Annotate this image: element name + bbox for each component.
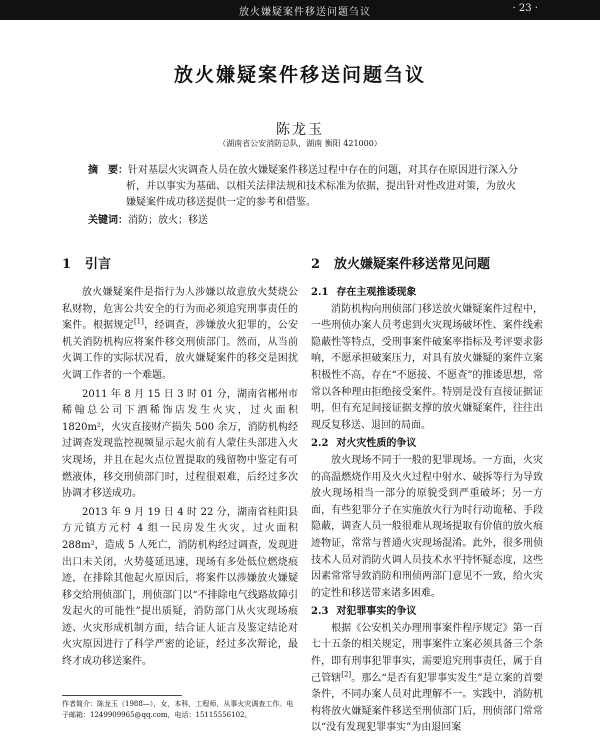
subsection-title: 对火灾性质的争议 (336, 438, 417, 450)
left-column (62, 257, 298, 673)
keywords-content: 消防；放火；移送 (128, 215, 208, 226)
subsection-title: 对犯罪事实的争议 (336, 606, 417, 618)
subsection-number: 2.2 (311, 438, 329, 450)
paragraph-text: ，经调查，涉嫌放火犯罪的，公安机关消防机构应将案件移交刑侦部门。然而，从当前火调工作的实际状况看，放火嫌疑案件的移交是困扰火调工作者的一个难题。 (62, 320, 299, 381)
page-number: · 23 · (512, 3, 538, 14)
section-1-number: 1 (62, 257, 72, 272)
article-title: 放火嫌疑案件移送问题刍议 (173, 64, 426, 86)
paragraph-text: 。那么“是否有犯罪事实发生”是立案的首要条件，不同办案人员对此理解不一。实践中，消防机构将放火嫌疑案件移送至刑侦部门后，刑侦部门常常以“没有发现犯罪事实”为由退回案 (311, 672, 543, 734)
section-1-title: 引言 (85, 257, 112, 272)
abstract-text (88, 163, 518, 211)
footnote-rule (62, 695, 182, 696)
running-header-title: 放火嫌疑案件移送问题刍议 (239, 7, 371, 18)
right-column (311, 257, 543, 739)
abstract-label: 摘 要： (88, 165, 128, 176)
section-1-paragraph-1 (62, 285, 298, 385)
subsection-number: 2.1 (311, 287, 329, 298)
subsection-title: 存在主观推诿现象 (336, 287, 417, 298)
section-1-paragraph-2: 2011 年 8 月 15 日 3 时 01 分，湖南省郴州市稀翰总公司下酒稀饰店发生火灾，过火面积 1820m²，火灾直接财产损失 500 余万，消防机构经过调查发现监控视频显示起火前有人蒙住头部进入火灾现场，并且在起火点位置提取的残留物中鉴定有可燃液体，移交刑侦部门时，过程很艰难，后经过多次协调才移送成功。 (62, 388, 298, 500)
paragraph-text: 根据《公安机关办理刑事案件程序规定》第一百七十五条的相关规定，刑事案件立案必须具备三个条件，即有刑事犯罪事实，需要追究刑事责任，属于自己管辖 (311, 622, 543, 684)
abstract-block (88, 163, 518, 229)
paragraph-text: 放火嫌疑案件是指行为人涉嫌以故意放火焚烧公私财物，危害公共安全的行为而必须追究刑事责任的案件。根据规定 (62, 287, 298, 332)
section-1-paragraph-3: 2013 年 9 月 19 日 4 时 22 分，湖南省桂阳县方元镇方元村 4 组一民房发生火灾，过火面积 288m²，造成 5 人死亡，消防机构经过调查，发现进出口未关闭，火势蔓延迅速，现场有多处低位燃烧痕迹，在排除其他起火原因后，将案件以涉嫌放火嫌疑移交给刑侦部门，刑侦部门以“不排除电气线路故障引发起火的可能性”提出质疑，消防部门从火灾现场痕迹、火灾形成机制方面，结合证人证言及鉴定结论对火灾原因进行了科学严密的论证，经过多次辩论，最终才成功移送案件。 (62, 506, 298, 668)
keywords-label: 关键词： (88, 215, 128, 226)
section-2-title: 放火嫌疑案件移送常见问题 (334, 257, 491, 272)
keywords (88, 213, 518, 229)
author-name: 陈龙玉 (276, 122, 324, 138)
subsection-2-1-heading (311, 285, 543, 302)
subsection-2-3-heading (311, 604, 543, 621)
subsection-2-2-paragraph: 放火现场不同于一般的犯罪现场。一方面，火灾的高温燃烧作用及火火过程中射水、破拆等行为导致放火现场相当一部分的原貌受到严重破坏；另一方面，有些犯罪分子在实施放火行为时行动诡秘、手段隐蔽，调查人员一般很难从现场提取有价值的放火痕迹物证，常常与普通火灾现场混淆。此外，很多刑侦技术人员对消防火调人员技术水平持怀疑态度，这些因素常常导致消防和刑侦两部门意见不一致，给火灾的定性和移送带来诸多困难。 (311, 454, 543, 599)
subsection-2-2-heading (311, 436, 543, 453)
abstract-content: 针对基层火灾调查人员在放火嫌疑案件移送过程中存在的问题，对其存在原因进行深入分析，并以事实为基础、以相关法律法规和技术标准为依据，提出针对性改进对策，为放火嫌疑案件成功移送提供一定的参考和借鉴。 (126, 165, 518, 208)
section-1-heading (62, 257, 298, 273)
section-2-number: 2 (311, 257, 321, 272)
author-footnote: 作者简介：陈龙玉（1988—），女，本科，工程师，从事火灾调查工作。电子邮箱：1249909965@qq.com，电话：15115556102。 (62, 700, 294, 719)
subsection-2-3-paragraph (311, 621, 543, 737)
citation-2: [2] (341, 670, 352, 679)
subsection-2-1-paragraph: 消防机构向刑侦部门移送放火嫌疑案件过程中，一些刑侦办案人员考虑到火灾现场破坏性、案件线索隐蔽性等特点，受刑事案件破案率指标及考评要求影响，不愿承担破案压力，对具有放火嫌疑的案件立案积极性不高，存在“不愿接、不愿查”的推诿思想，常常以各种理由拒绝接受案件。特别是没有直接证据证明，但有充足间接证据支撑的放火嫌疑案件，往往出现反复移送、退回的局面。 (311, 303, 543, 431)
author-affiliation: （湖南省公安消防总队，湖南 衡阳 421000） (218, 139, 382, 148)
section-2-heading (311, 257, 543, 273)
citation-1: [1] (133, 317, 144, 326)
subsection-number: 2.3 (311, 606, 329, 618)
